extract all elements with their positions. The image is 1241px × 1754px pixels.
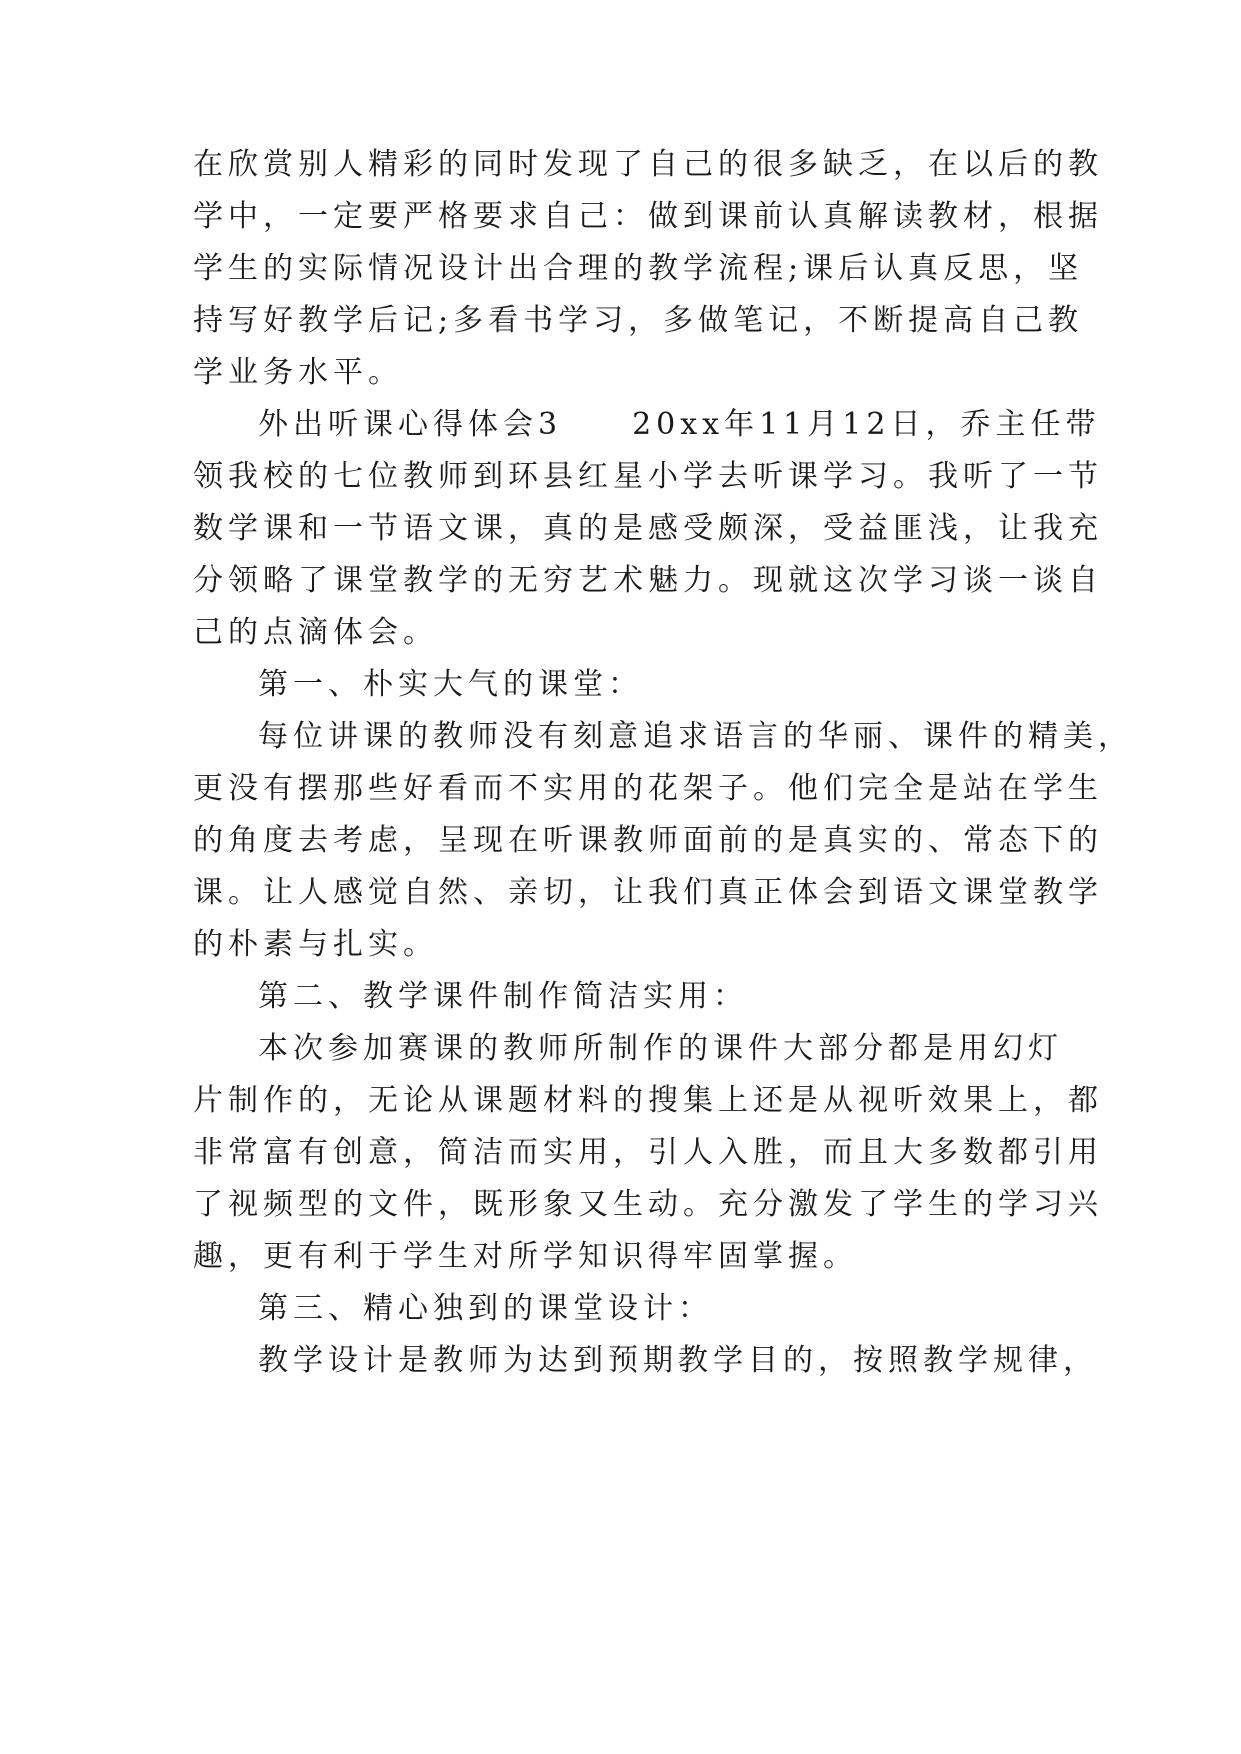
text-line: 的角度去考虑，呈现在听课教师面前的是真实的、常态下的 bbox=[193, 823, 1103, 858]
text-line: 持写好教学后记;多看书学习，多做笔记，不断提高自己教 bbox=[193, 303, 1084, 338]
text-line: 学中，一定要严格要求自己：做到课前认真解读教材，根据 bbox=[193, 199, 1103, 234]
text-line: 学生的实际情况设计出合理的教学流程;课后认真反思，坚 bbox=[193, 251, 1084, 286]
subheading: 第三、精心独到的课堂设计： bbox=[258, 1291, 713, 1326]
text-line: 学业务水平。 bbox=[193, 355, 403, 390]
text-line: 更没有摆那些好看而不实用的花架子。他们完全是站在学生 bbox=[193, 771, 1103, 806]
text-line: 的朴素与扎实。 bbox=[193, 927, 438, 962]
text-line: 课。让人感觉自然、亲切，让我们真正体会到语文课堂教学 bbox=[193, 875, 1103, 910]
text-line: 分领略了课堂教学的无穷艺术魅力。现就这次学习谈一谈自 bbox=[193, 563, 1103, 598]
text-line: 趣，更有利于学生对所学知识得牢固掌握。 bbox=[193, 1239, 858, 1274]
text-line: 教学设计是教师为达到预期教学目的，按照教学规律， bbox=[258, 1343, 1098, 1378]
text-line: 非常富有创意，简洁而实用，引人入胜，而且大多数都引用 bbox=[193, 1135, 1103, 1170]
text-line: 片制作的，无论从课题材料的搜集上还是从视听效果上，都 bbox=[193, 1083, 1103, 1118]
text-line: 本次参加赛课的教师所制作的课件大部分都是用幻灯 bbox=[258, 1031, 1063, 1066]
text-line: 每位讲课的教师没有刻意追求语言的华丽、课件的精美， bbox=[258, 719, 1133, 754]
text-line: 己的点滴体会。 bbox=[193, 615, 438, 650]
text-line: 领我校的七位教师到环县红星小学去听课学习。我听了一节 bbox=[193, 459, 1103, 494]
subheading: 第一、朴实大气的课堂： bbox=[258, 667, 643, 702]
subheading: 第二、教学课件制作简洁实用： bbox=[258, 979, 748, 1014]
text-line: 在欣赏别人精彩的同时发现了自己的很多缺乏，在以后的教 bbox=[193, 147, 1103, 182]
section-heading: 外出听课心得体会3 20xx年11月12日，乔主任带 bbox=[258, 407, 1101, 442]
text-line: 数学课和一节语文课，真的是感受颇深，受益匪浅，让我充 bbox=[193, 511, 1103, 546]
text-line: 了视频型的文件，既形象又生动。充分激发了学生的学习兴 bbox=[193, 1187, 1103, 1222]
